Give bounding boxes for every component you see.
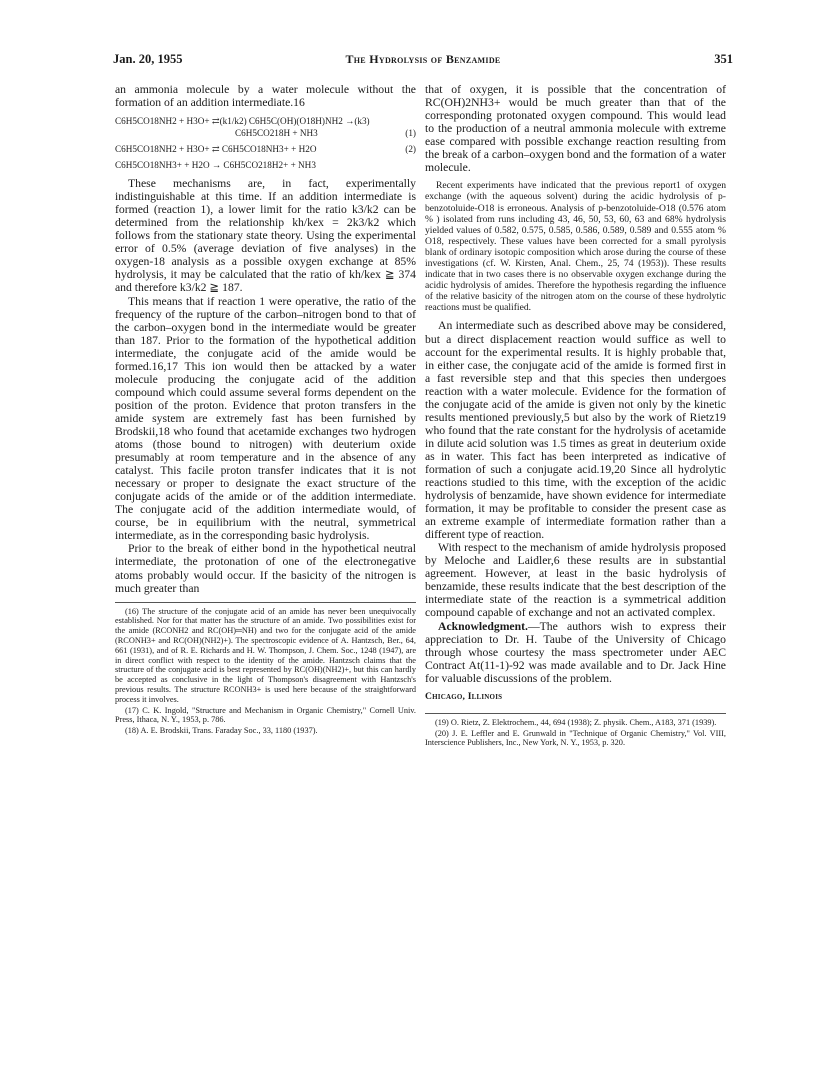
header-title: The Hydrolysis of Benzamide: [345, 52, 501, 66]
footnote-18: (18) A. E. Brodskii, Trans. Faraday Soc., 33, 1180 (1937).: [125, 726, 318, 736]
header-page-number: 351: [714, 52, 733, 66]
footnote-19: (19) O. Rietz, Z. Elektrochem., 44, 694 (1938); Z. physik. Chem., A183, 371 (1939).: [435, 717, 717, 727]
footnote-16: (16) The structure of the conjugate acid of an amide has never been unequivocally established. Nor for that matter has the structure of an amide. Two possibilities exist for the amide (RCONH2 and RC(OH)═NH) and two for the conjugate acid of the amide (RCONH3+ and RC(OH)(NH2)+). The spectroscopic evidence of A. Hantzsch, Ber., 64, 661 (1931), and of R. E. Richards and H. W. Thompson, J. Chem. Soc., 1248 (1947), are in direct conflict with respect to the identity of the amide. Hantzsch claims that the structure of the conjugate acid is best represented by RC(OH)(NH2)+, but this can hardly be accepted as conclusive in the light of Thompson's disagreement with Hantzsch's previous results. The structure RCONH3+ is used here because of the straightforward process it involves.: [115, 606, 416, 704]
affiliation: Chicago, Illinois: [425, 690, 503, 702]
page-header: [113, 52, 733, 72]
equation-1-line-1: C6H5CO18NH2 + H3O+ ⇄(k1/k2) C6H5C(OH)(O18H)NH2 →(k3): [115, 116, 370, 127]
paragraph-recent-experiments: Recent experiments have indicated that the previous report1 of oxygen exchange (with the aqueous solvent) during the acidic hydrolysis of p-benzotoluide-O18 is erroneous. Analysis of p-benzotoluide-O18 (0.576 atom % ) isolated from runs including 43, 46, 50, 53, 60, 63 and 68% hydrolysis yielded values of 0.582, 0.575, 0.585, 0.586, 0.589, 0.589 and 0.555 atom % O18, respectively. These values have been corrected for a small pyrolysis blank of ordinary isotopic composition which arose during the course of these investigations (cf. W. Kirsten, Anal. Chem., 25, 74 (1953)). These results indicate that in two cases there is no observable oxygen exchange during the acidic hydrolysis of amides. Therefore the hypothesis regarding the influence of the relative basicity of the nitrogen atom on the course of these hydrolytic reactions must be qualified.: [425, 180, 726, 314]
right-column: [425, 83, 726, 749]
paragraph-intermediate: An intermediate such as described above may be considered, but a direct displacement reaction would suffice as well to account for the experimental results. It is highly probable that, in either case, the conjugate acid of the amide is formed first in a fast reversible step and that this species then undergoes reaction with a water molecule. Evidence for the formation of the conjugate acid of the amide is given not only by the kinetic results mentioned previously,5 but also by the work of Rietz19 who found that the rate constant for the hydrolysis of acetamide in dilute acid solution was 1.5 times as great in deuterium oxide as in water. This fact has been interpreted as indicative of formation of such a conjugate acid.19,20 Since all hydrolytic reactions studied to this time, with the exception of the acidic hydrolysis of benzamide, have shown evidence for intermediate formation, it may be profitable to consider the present case as an extreme example of intermediate formation rather than a different type of reaction.: [425, 319, 726, 542]
equation-2: C6H5CO18NH2 + H3O+ ⇄ C6H5CO18NH3+ + H2O: [115, 144, 317, 155]
paragraph-ratio: This means that if reaction 1 were operative, the ratio of the frequency of the rupture of the carbon–nitrogen bond to that of the carbon–oxygen bond in the intermediate would be greater than 187. Prior to the formation of the hypothetical addition intermediate, the conjugate acid of the amide would be formed.16,17 This ion would then be attacked by a water molecule producing the conjugate acid of the addition compound which could assume several forms dependent on the position of the proton. Evidence that proton transfers in the amide system are extremely fast has been furnished by Brodskii,18 who found that acetamide exchanges two hydrogen atoms (those bound to nitrogen) with deuterium oxide presumably at room temperature and in the absence of any catalyst. This facile proton transfer indicates that it is not necessary or proper to designate the exact structure of the conjugate acids of the amide or of the addition intermediate. The conjugate acid of the addition intermediate would, of course, be in equilibrium with the neutral, symmetrical intermediate, as in the corresponding basic hydrolysis.: [115, 294, 416, 543]
equation-2-number: (2): [405, 144, 416, 155]
acknowledgment-text: —The authors wish to express their appreciation to Dr. H. Taube of the University of Chicago through whose courtesy the mass spectrometer under AEC Contract At(11-1)-92 was made available and to Dr. Jack Hine for valuable discussions of the problem.: [425, 619, 726, 685]
equation-1-line-2-row: [115, 127, 416, 139]
equation-1-number: (1): [405, 128, 416, 139]
acknowledgment: [425, 620, 726, 685]
acknowledgment-title: Acknowledgment.: [438, 619, 528, 633]
equation-3: C6H5CO18NH3+ + H2O → C6H5CO218H2+ + NH3: [115, 160, 316, 171]
paragraph-protonation: Prior to the break of either bond in the hypothetical neutral intermediate, the protonation of one of the electronegative atoms probably would occur. If the basicity of the nitrogen is much greater than: [115, 542, 416, 595]
equation-2-row: [115, 143, 416, 155]
paragraph-mechanisms: These mechanisms are, in fact, experimentally indistinguishable at this time. If an addition intermediate is formed (reaction 1), a lower limit for the ratio k3/k2 can be determined from the relationship kh/kex = 2k3/k2 which follows from the stationary state theory. Using the experimental error of 0.5% (average deviation of five analyses) in the oxygen-18 analysis as a possible oxygen exchange at 85% hydrolysis, it may be calculated that the ratio of kh/kex ≧ 374 and therefore k3/k2 ≧ 187.: [115, 177, 416, 295]
paragraph-basicity: that of oxygen, it is possible that the concentration of RC(OH)2NH3+ would be much greater than that of the corresponding protonated oxygen compound. This would lead to the production of a neutral ammonia molecule with extreme ease compared with possible exchange reaction resulting from the break of a carbon–oxygen bond and the formation of a water molecule.: [425, 83, 726, 175]
right-footnotes: [425, 713, 726, 748]
footnote-20: (20) J. E. Leffler and E. Grunwald in "Technique of Organic Chemistry," Vol. VIII, Interscience Publishers, Inc., New York, N. Y., 1953, p. 320.: [425, 728, 726, 748]
equation-block: [115, 115, 416, 171]
header-date: Jan. 20, 1955: [113, 52, 183, 66]
left-footnotes: [115, 602, 416, 736]
footnote-17: (17) C. K. Ingold, "Structure and Mechanism in Organic Chemistry," Cornell Univ. Press, Ithaca, N. Y., 1953, p. 786.: [115, 705, 416, 725]
paragraph-mechanism-comparison: With respect to the mechanism of amide hydrolysis proposed by Meloche and Laidler,6 these results are in substantial agreement. However, at least in the basic hydrolysis of benzamide, these results indicate that the best description of the intermediate state of the reaction is a symmetrical addition compound capable of exchange and not an activated complex.: [425, 541, 726, 620]
intro-text: an ammonia molecule by a water molecule without the formation of an addition intermediate.16: [115, 83, 416, 110]
left-column: [115, 83, 416, 737]
equation-1-line-2: C6H5CO218H + NH3: [235, 128, 318, 139]
